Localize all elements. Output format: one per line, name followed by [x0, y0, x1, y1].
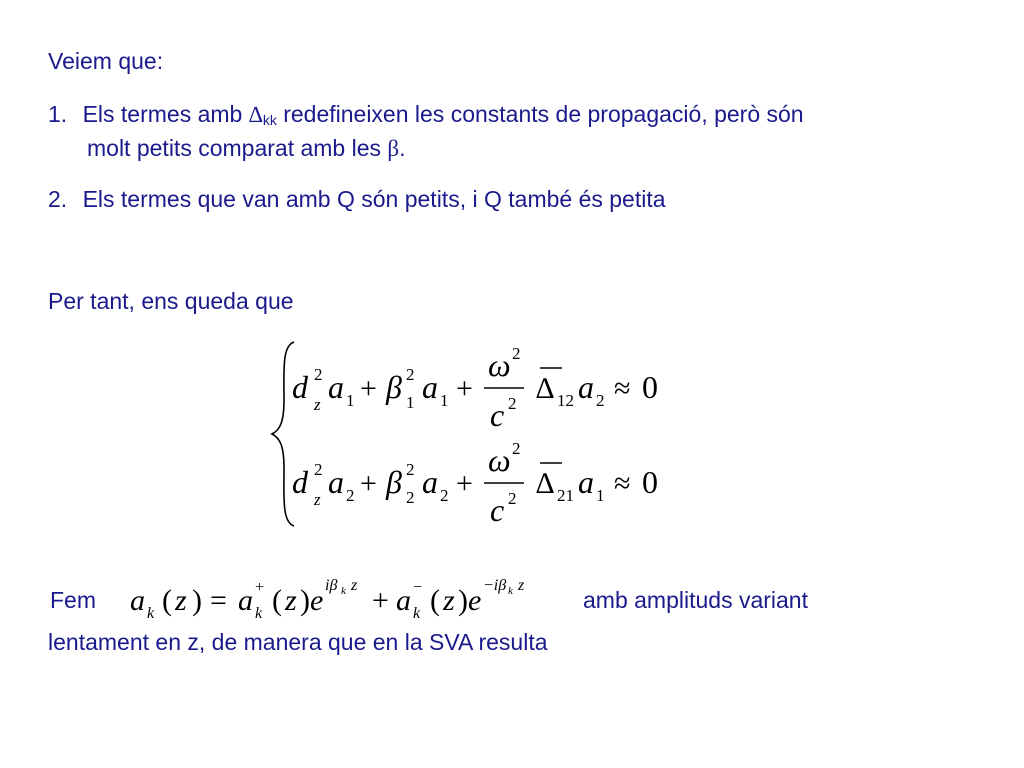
fem-rp: )	[192, 584, 202, 617]
delta-symbol: ∆	[248, 102, 263, 127]
eq2-approx: ≈	[614, 467, 631, 500]
eq2-plus-2: +	[456, 467, 473, 500]
heading: Veiem que:	[48, 48, 164, 74]
list-item-text: redefineixen les constants de propagació, però són	[276, 101, 804, 127]
conclusion-text: Per tant, ens queda que	[48, 288, 294, 314]
eq1-c-sup: 2	[508, 394, 517, 413]
fem-lp: (	[162, 584, 172, 617]
list-item-text: Els termes amb	[82, 101, 249, 127]
fem-z: z	[175, 584, 187, 617]
list-item-number: 2.	[48, 186, 68, 212]
fem-z2: z	[285, 584, 297, 617]
eq1-omega-sup: 2	[512, 344, 521, 363]
fem-exp-neg-k: k	[508, 585, 513, 597]
eq2-zero: 0	[642, 464, 658, 500]
fem-equation	[130, 568, 570, 628]
fem-a3-sub: k	[413, 605, 421, 622]
eq1-zero: 0	[642, 369, 658, 405]
eq1-c: c	[490, 397, 505, 433]
eq1-plus-2: +	[456, 372, 473, 405]
eq2-c-sup: 2	[508, 489, 517, 508]
fem-exp-pos-z: z	[351, 577, 358, 594]
eq2-a2: a	[578, 464, 594, 500]
eq1-approx: ≈	[614, 372, 631, 405]
eq2-delta: ∆	[536, 467, 555, 500]
fem-a2-sup: +	[255, 579, 265, 596]
eq2-a: a	[328, 464, 344, 500]
eq2-a-sub: 2	[346, 486, 355, 505]
fem-a2-sub: k	[255, 605, 263, 622]
eq1-beta: β	[386, 369, 402, 405]
fem-e2: e	[468, 584, 482, 617]
list-item-text: Els termes que van amb Q són petits, i Q també és petita	[82, 186, 666, 212]
fem-a3-sup: −	[413, 579, 423, 596]
eq1-a1: a	[422, 369, 438, 405]
eq1-d: d	[292, 369, 308, 405]
fem-a: a	[130, 584, 145, 617]
eq2-a1-sub: 2	[440, 486, 449, 505]
eq2-a1: a	[422, 464, 438, 500]
list-item-text: .	[399, 135, 406, 161]
fem-lp3: (	[430, 584, 440, 617]
beta-symbol: β	[387, 136, 400, 161]
list-item-1	[48, 99, 804, 135]
eq1-omega: ω	[488, 347, 511, 383]
eq2-a2-sub: 1	[596, 486, 605, 505]
list-item-1-continued	[87, 133, 406, 164]
fem-exp-pos-k: k	[341, 585, 346, 597]
fem-tail: amb amplituds variant	[583, 587, 808, 613]
fem-plus: +	[372, 584, 389, 617]
eq1-delta-sub: 12	[557, 391, 574, 410]
fem-a-sub: k	[147, 605, 155, 622]
eq1-a2-sub: 2	[596, 391, 605, 410]
eq1-a1-sub: 1	[440, 391, 449, 410]
fem-exp-pos: iβ	[325, 577, 338, 594]
eq2-d: d	[292, 464, 308, 500]
final-line: lentament en z, de manera que en la SVA resulta	[48, 629, 548, 655]
eq1-plus: +	[360, 372, 377, 405]
fem-a3: a	[396, 584, 411, 617]
fem-exp-neg-z: z	[518, 577, 525, 594]
eq2-beta-sup: 2	[406, 460, 415, 479]
list-item-2	[48, 184, 666, 214]
eq1-d-sup: 2	[314, 365, 323, 384]
equation-system	[262, 330, 702, 530]
eq2-delta-sub: 21	[557, 486, 574, 505]
fem-z3: z	[443, 584, 455, 617]
fem-a2: a	[238, 584, 253, 617]
eq2-d-sub: z	[314, 490, 321, 509]
fem-lp2: (	[272, 584, 282, 617]
eq2-omega: ω	[488, 442, 511, 478]
eq2-d-sup: 2	[314, 460, 323, 479]
list-item-number: 1.	[48, 101, 68, 127]
eq2-c: c	[490, 492, 505, 528]
left-brace	[272, 342, 294, 526]
eq2-omega-sup: 2	[512, 439, 521, 458]
eq1-beta-sub: 1	[406, 393, 415, 412]
eq1-delta: ∆	[536, 372, 555, 405]
eq1-a2: a	[578, 369, 594, 405]
fem-e: e	[310, 584, 324, 617]
eq1-a: a	[328, 369, 344, 405]
fem-eq: =	[210, 584, 227, 617]
fem-rp3: )	[458, 584, 468, 617]
fem-exp-neg: −iβ	[483, 577, 507, 594]
list-item-text: molt petits comparat amb les	[87, 135, 388, 161]
eq1-beta-sup: 2	[406, 365, 415, 384]
eq1-a-sub: 1	[346, 391, 355, 410]
eq1-d-sub: z	[314, 395, 321, 414]
eq2-beta-sub: 2	[406, 488, 415, 507]
delta-subscript: kk	[262, 112, 277, 128]
eq2-beta: β	[386, 464, 402, 500]
fem-rp2: )	[300, 584, 310, 617]
eq2-plus: +	[360, 467, 377, 500]
fem-label: Fem	[50, 587, 96, 613]
